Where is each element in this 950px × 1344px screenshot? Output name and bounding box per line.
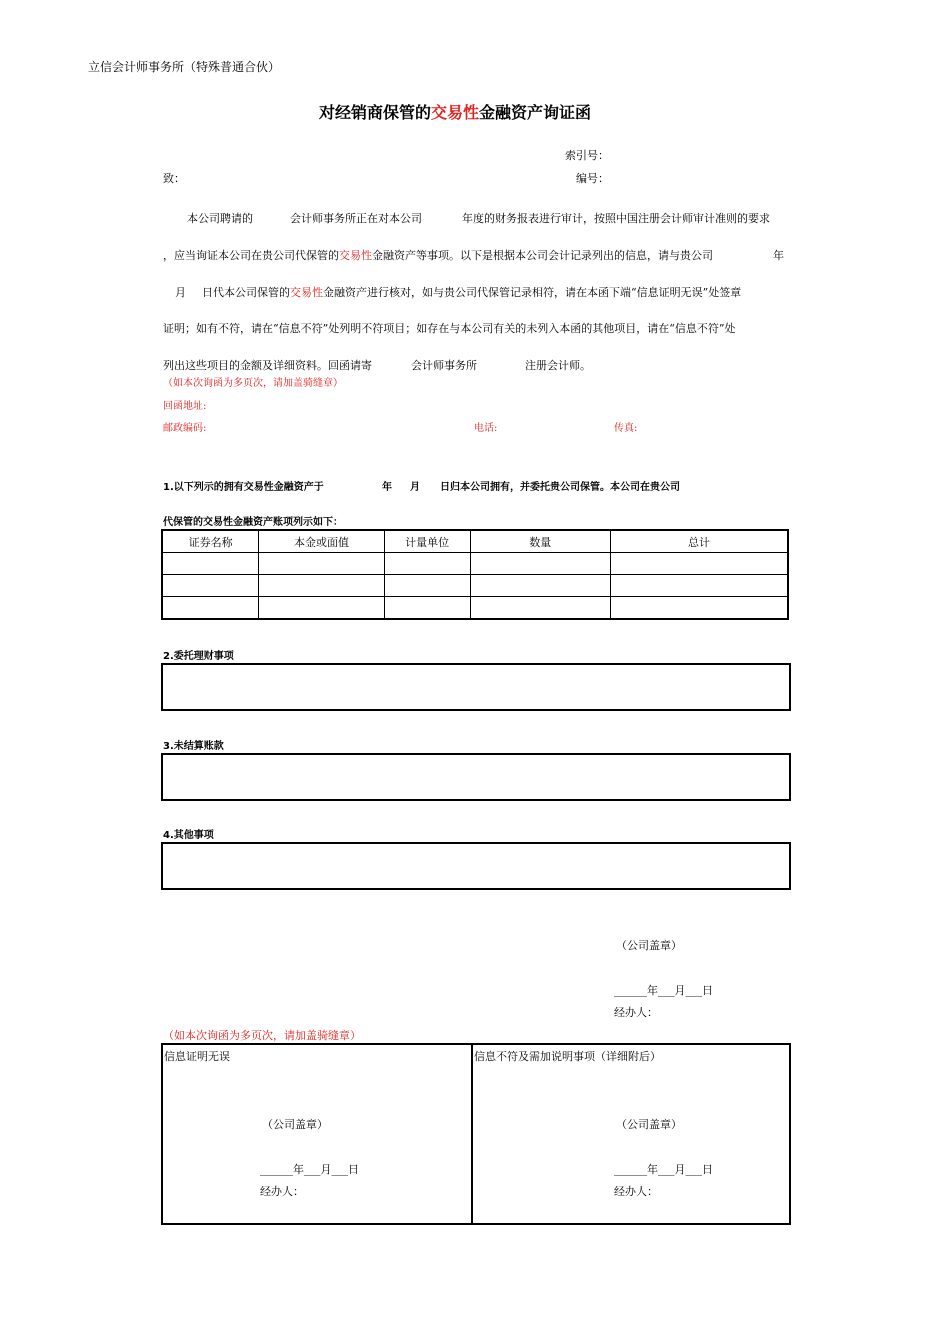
body-line2-year: 年	[773, 249, 784, 262]
table-cell[interactable]	[384, 553, 470, 575]
body-line3-d: 金融资产进行核对，如与贵公司代保管记录相符，请在本函下端“信息证明无误”处签章	[323, 286, 742, 299]
table-cell[interactable]	[611, 597, 788, 620]
body-line2-highlight: 交易性	[339, 249, 372, 262]
confirm-left-date: ______年___月___日	[260, 1163, 359, 1176]
table-header-row	[162, 530, 788, 553]
page-title	[319, 100, 591, 123]
title-part-1: 对经销商保管的	[319, 103, 432, 122]
title-highlight: 交易性	[431, 103, 480, 122]
index-label: 索引号：	[565, 149, 609, 162]
section1-line2: 代保管的交易性金融资产账项列示如下：	[163, 517, 343, 528]
table-row	[162, 597, 788, 620]
col-principal: 本金或面值	[259, 530, 385, 553]
table-cell[interactable]	[384, 597, 470, 620]
confirmation-divider	[471, 1045, 473, 1223]
table-cell[interactable]	[470, 553, 611, 575]
confirm-right-title: 信息不符及需加说明事项（详细附后）	[474, 1050, 661, 1063]
section1-line1-b: 日归本公司拥有，并委托贵公司保管。本公司在贵公司	[440, 482, 680, 493]
col-quantity: 数量	[470, 530, 611, 553]
section1-year: 年	[382, 482, 392, 493]
firm-name: 立信会计师事务所（特殊普通合伙）	[88, 60, 281, 74]
table-row	[162, 575, 788, 597]
table-cell[interactable]	[162, 553, 259, 575]
table-cell[interactable]	[259, 597, 385, 620]
assets-table	[161, 529, 789, 620]
seal-note: （如本次询函为多页次，请加盖骑缝章）	[163, 378, 343, 389]
phone: 电话:	[474, 423, 498, 434]
body-line3-highlight: 交易性	[290, 286, 323, 299]
section1-line1-a: 1.以下列示的拥有交易性金融资产于	[163, 482, 324, 493]
body-line3-b: 日代本公司保管的	[202, 286, 290, 299]
body-line5-c: 注册会计师。	[525, 359, 591, 372]
body-line5-a: 列出这些项目的金额及详细资料。回函请寄	[163, 359, 372, 372]
table-cell[interactable]	[384, 575, 470, 597]
confirm-left-handler: 经办人：	[260, 1185, 304, 1198]
body-line3-month: 月	[175, 286, 186, 299]
table-cell[interactable]	[611, 575, 788, 597]
company-seal: （公司盖章）	[616, 939, 682, 952]
section1-month: 月	[410, 482, 420, 493]
body-line3	[202, 284, 741, 300]
section2-box[interactable]	[161, 663, 791, 711]
body-line2	[163, 247, 713, 263]
body-line1-b: 会计师事务所正在对本公司	[290, 212, 422, 225]
col-unit: 计量单位	[384, 530, 470, 553]
confirm-right-handler: 经办人：	[614, 1185, 658, 1198]
title-part-3: 金融资产询证函	[479, 103, 592, 122]
table-cell[interactable]	[611, 553, 788, 575]
table-row	[162, 553, 788, 575]
confirm-right-seal: （公司盖章）	[616, 1118, 682, 1131]
col-total: 总计	[611, 530, 788, 553]
sign-seal-note: （如本次询函为多页次，请加盖骑缝章）	[163, 1029, 361, 1042]
col-security-name: 证券名称	[162, 530, 259, 553]
body-line2-c: 金融资产等事项。以下是根据本公司会计记录列出的信息，请与贵公司	[372, 249, 713, 262]
body-line5-b: 会计师事务所	[411, 359, 477, 372]
number-label: 编号：	[576, 172, 609, 185]
table-cell[interactable]	[259, 553, 385, 575]
confirmation-table	[161, 1043, 791, 1225]
body-line1-a: 本公司聘请的	[187, 212, 253, 225]
table-cell[interactable]	[162, 597, 259, 620]
body-line2-a: ，应当询证本公司在贵公司代保管的	[163, 249, 339, 262]
body-line4: 证明；如有不符，请在“信息不符”处列明不符项目；如存在与本公司有关的未列入本函的其他项目，请在“信息不符”处	[163, 322, 736, 335]
reply-address: 回函地址:	[163, 401, 207, 412]
confirm-left-title: 信息证明无误	[164, 1050, 230, 1063]
confirm-right-date: ______年___月___日	[614, 1163, 713, 1176]
table-cell[interactable]	[470, 597, 611, 620]
confirm-left-seal: （公司盖章）	[262, 1118, 328, 1131]
section2-title: 2.委托理财事项	[163, 651, 234, 662]
postcode: 邮政编码:	[163, 423, 207, 434]
section3-box[interactable]	[161, 753, 791, 801]
table-cell[interactable]	[162, 575, 259, 597]
table-cell[interactable]	[259, 575, 385, 597]
body-line1-c: 年度的财务报表进行审计，按照中国注册会计师审计准则的要求	[462, 212, 770, 225]
sign-date: ______年___月___日	[614, 984, 713, 997]
section4-box[interactable]	[161, 842, 791, 890]
to-label: 致：	[163, 172, 185, 185]
table-cell[interactable]	[470, 575, 611, 597]
section3-title: 3.未结算账款	[163, 741, 224, 752]
section4-title: 4.其他事项	[163, 830, 214, 841]
fax: 传真:	[614, 423, 638, 434]
sign-handler: 经办人：	[614, 1006, 658, 1019]
